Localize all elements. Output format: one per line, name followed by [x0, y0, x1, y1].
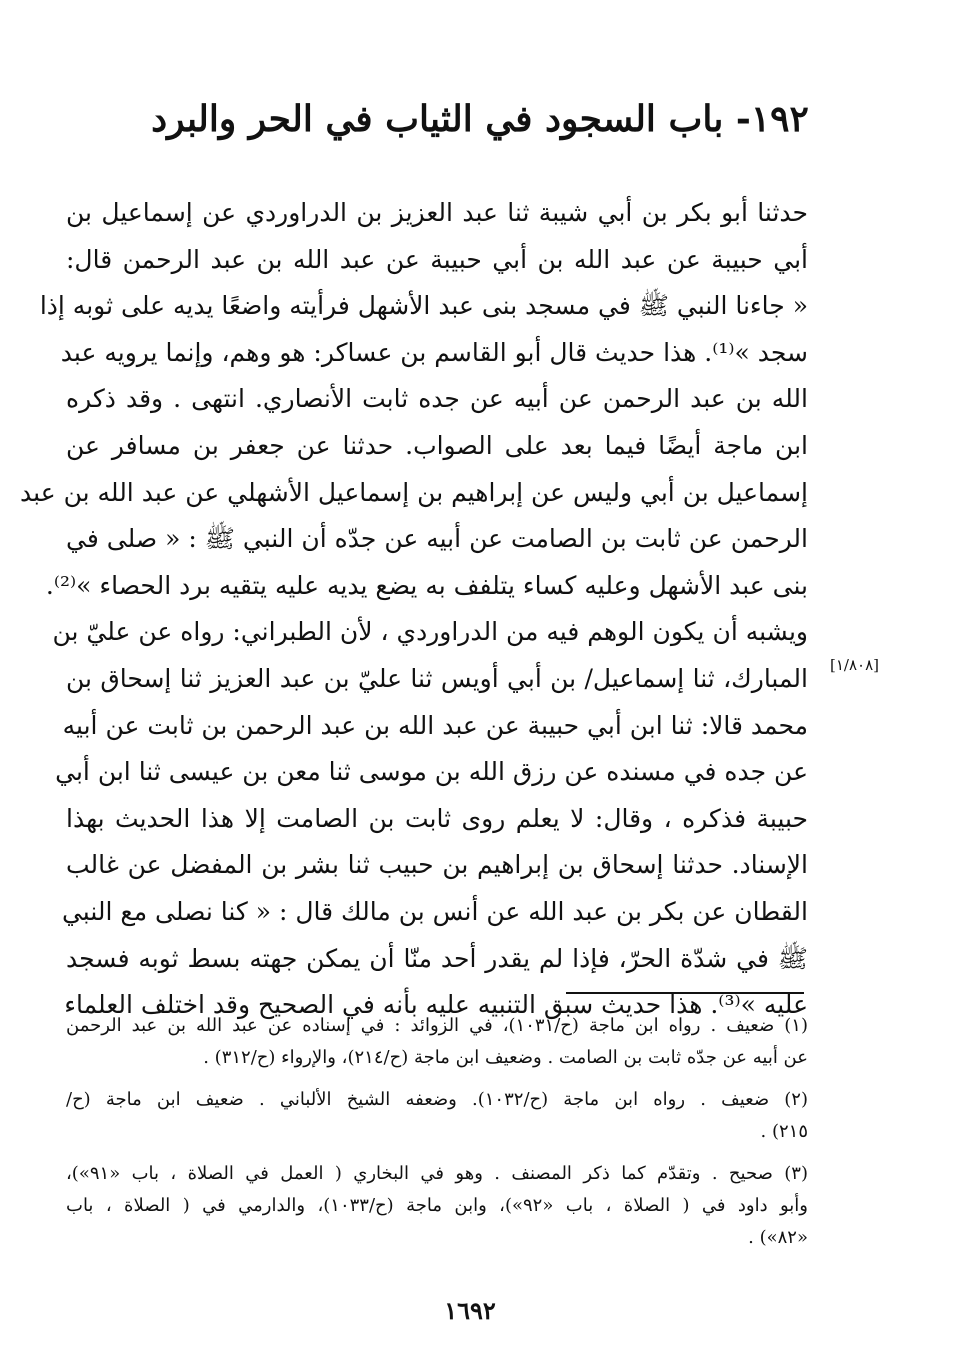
- body-line: حبيبة فذكره ، وقال: لا يعلم روى ثابت بن الصامت إلا هذا الحديث بهذا: [66, 803, 808, 833]
- body-line: ابن ماجة أيضًا فيما بعد على الصواب. حدثنا عن جعفر بن مسافر عن: [66, 430, 808, 460]
- body-line: محمد قالا: ثنا ابن أبي حبيبة عن عبد الله بن عبد الرحمن بن ثابت عن أبيه: [62, 710, 808, 740]
- footnotes: [66, 1010, 808, 1254]
- body-line: ﷺ في شدّة الحرّ، فإذا لم يقدر أحد منّا أن يمكن جهته بسط ثوبه فسجد: [66, 943, 808, 973]
- footnote-line: عن أبيه عن جدّه ثابت بن الصامت . وضعيف ابن ماجة (ح/٢١٤)، والإرواء (ح/٣١٢) .: [203, 1047, 808, 1068]
- body-line: أبي حبيبة عن عبد الله بن أبي حبيبة عن عبد الله بن عبد الرحمن قال:: [66, 244, 808, 274]
- body-line: « جاءنا النبي ﷺ في مسجد بنى عبد الأشهل فرأيته واضعًا يديه على ثوبه إذا: [39, 291, 808, 321]
- footnote-line: (١) ضعيف . رواه ابن ماجة (ح/١٠٣١)، في الزوائد : في إسناده عن عبد الله بن عبد الرحمن: [66, 1015, 808, 1036]
- footnote-line: (٢) ضعيف . رواه ابن ماجة (ح/١٠٣٢). وضعفه الشيخ الألباني . ضعيف ابن ماجة (ح/: [66, 1089, 808, 1110]
- margin-page-reference: [١/٨٠٨]: [830, 656, 879, 674]
- footnote-separator: [566, 992, 804, 994]
- body-text: [20, 190, 808, 1029]
- footnote-line: ٢١٥) .: [760, 1121, 808, 1142]
- body-line: عن جده في مسنده عن رزق الله بن موسى ثنا معن بن عيسى ثنا ابن أبي: [55, 757, 808, 787]
- body-line: بنى عبد الأشهل وعليه كساء يتلفف به يضع يديه عليه يتقيه برد الحصاء »⁽²⁾.: [45, 570, 808, 600]
- body-line: ويشبه أن يكون الوهم فيه من الدراوردي ، لأن الطبراني: رواه عن عليّ بن: [52, 617, 808, 647]
- footnote-line: «٨٢») .: [748, 1227, 808, 1248]
- chapter-title: ١٩٢- باب السجود في الثياب في الحر والبرد: [151, 98, 809, 140]
- body-line: الرحمن عن ثابت بن الصامت عن أبيه عن جدّه أن النبي ﷺ : « صلى في: [66, 524, 808, 554]
- body-line: الإسناد. حدثنا إسحاق بن إبراهيم بن حبيب ثنا بشر بن المفضل عن غالب: [66, 850, 808, 880]
- body-line: المبارك، ثنا إسماعيل/ بن أبي أويس ثنا عليّ بن عبد العزيز ثنا إسحاق بن: [66, 663, 808, 693]
- footnote-line: وأبو داود في ( الصلاة ، باب «٩٢»)، وابن ماجة (ح/١٠٣٣)، والدارمي في ( الصلاة ، باب: [66, 1195, 808, 1216]
- footnote-line: (٣) صحيح . وتقدّم كما ذكر المصنف . وهو في البخاري ( العمل في الصلاة ، باب «٩١»)،: [66, 1163, 808, 1184]
- body-line: الله بن عبد الرحمن عن أبيه عن جده ثابت الأنصاري. انتهى . وقد ذكره: [66, 384, 808, 414]
- page-number: ١٦٩٢: [444, 1296, 496, 1325]
- body-line: عليه »⁽³⁾. هذا حديث سبق التنبيه عليه بأنه في الصحيح وقد اختلف العلماء: [64, 990, 808, 1020]
- body-line: حدثنا أبو بكر بن أبي شيبة ثنا عبد العزيز بن الدراوردي عن إسماعيل بن: [66, 198, 808, 227]
- body-line: سجد »⁽¹⁾. هذا حديث قال أبو القاسم بن عساكر: هو وهم، وإنما يرويه عبد: [60, 337, 808, 367]
- body-line: إسماعيل بن أبي وليس عن إبراهيم بن إسماعيل الأشهلي عن عبد الله بن عبد: [20, 477, 808, 507]
- body-line: القطان عن بكر بن عبد الله عن أنس بن مالك قال : « كنا نصلى مع النبي: [61, 896, 808, 926]
